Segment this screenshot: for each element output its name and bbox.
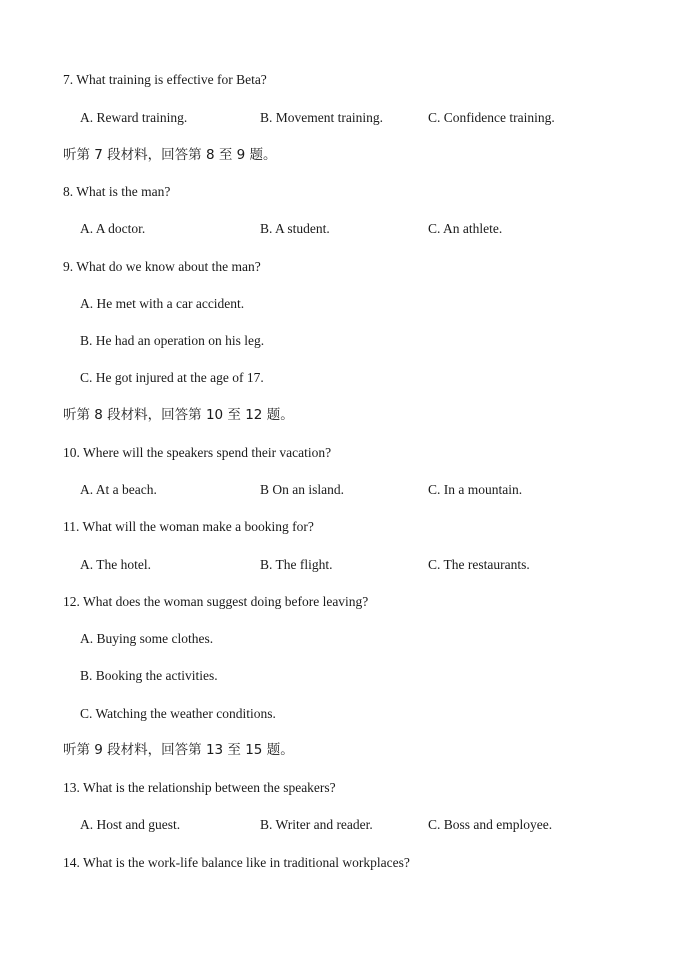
question-14: 14. What is the work-life balance like in traditional workplaces? — [63, 855, 410, 870]
question-9: 9. What do we know about the man? — [63, 259, 261, 274]
question-10: 10. Where will the speakers spend their vacation? — [63, 445, 332, 460]
question-8-option-a: A. A doctor. — [80, 221, 146, 236]
section-heading-7: 听第 7 段材料，回答第 8 至 9 题。 — [63, 147, 277, 163]
question-11-option-b: B. The flight. — [260, 557, 333, 572]
question-12: 12. What does the woman suggest doing before leaving? — [63, 594, 369, 609]
question-12-option-c: C. Watching the weather conditions. — [80, 706, 276, 721]
question-7-option-b: B. Movement training. — [260, 110, 383, 125]
question-9-option-a: A. He met with a car accident. — [80, 296, 245, 311]
question-12-option-b: B. Booking the activities. — [80, 668, 218, 683]
question-13-option-b: B. Writer and reader. — [260, 817, 373, 832]
question-8-option-c: C. An athlete. — [428, 221, 503, 236]
section-heading-9: 听第 9 段材料，回答第 13 至 15 题。 — [63, 742, 294, 758]
question-11: 11. What will the woman make a booking for? — [63, 519, 314, 534]
question-13-option-c: C. Boss and employee. — [428, 817, 553, 832]
question-9-option-b: B. He had an operation on his leg. — [80, 333, 265, 348]
question-10-option-a: A. At a beach. — [80, 482, 157, 497]
question-7-option-a: A. Reward training. — [80, 110, 188, 125]
question-13: 13. What is the relationship between the speakers? — [63, 780, 336, 795]
question-12-option-a: A. Buying some clothes. — [80, 631, 214, 646]
question-10-option-b: B On an island. — [260, 482, 344, 497]
question-8-option-b: B. A student. — [260, 221, 330, 236]
question-7: 7. What training is effective for Beta? — [63, 72, 267, 87]
question-11-option-c: C. The restaurants. — [428, 557, 530, 572]
question-9-option-c: C. He got injured at the age of 17. — [80, 370, 264, 385]
question-13-option-a: A. Host and guest. — [80, 817, 181, 832]
question-7-option-c: C. Confidence training. — [428, 110, 555, 125]
question-11-option-a: A. The hotel. — [80, 557, 151, 572]
question-8: 8. What is the man? — [63, 184, 171, 199]
question-10-option-c: C. In a mountain. — [428, 482, 523, 497]
section-heading-8: 听第 8 段材料，回答第 10 至 12 题。 — [63, 407, 294, 423]
